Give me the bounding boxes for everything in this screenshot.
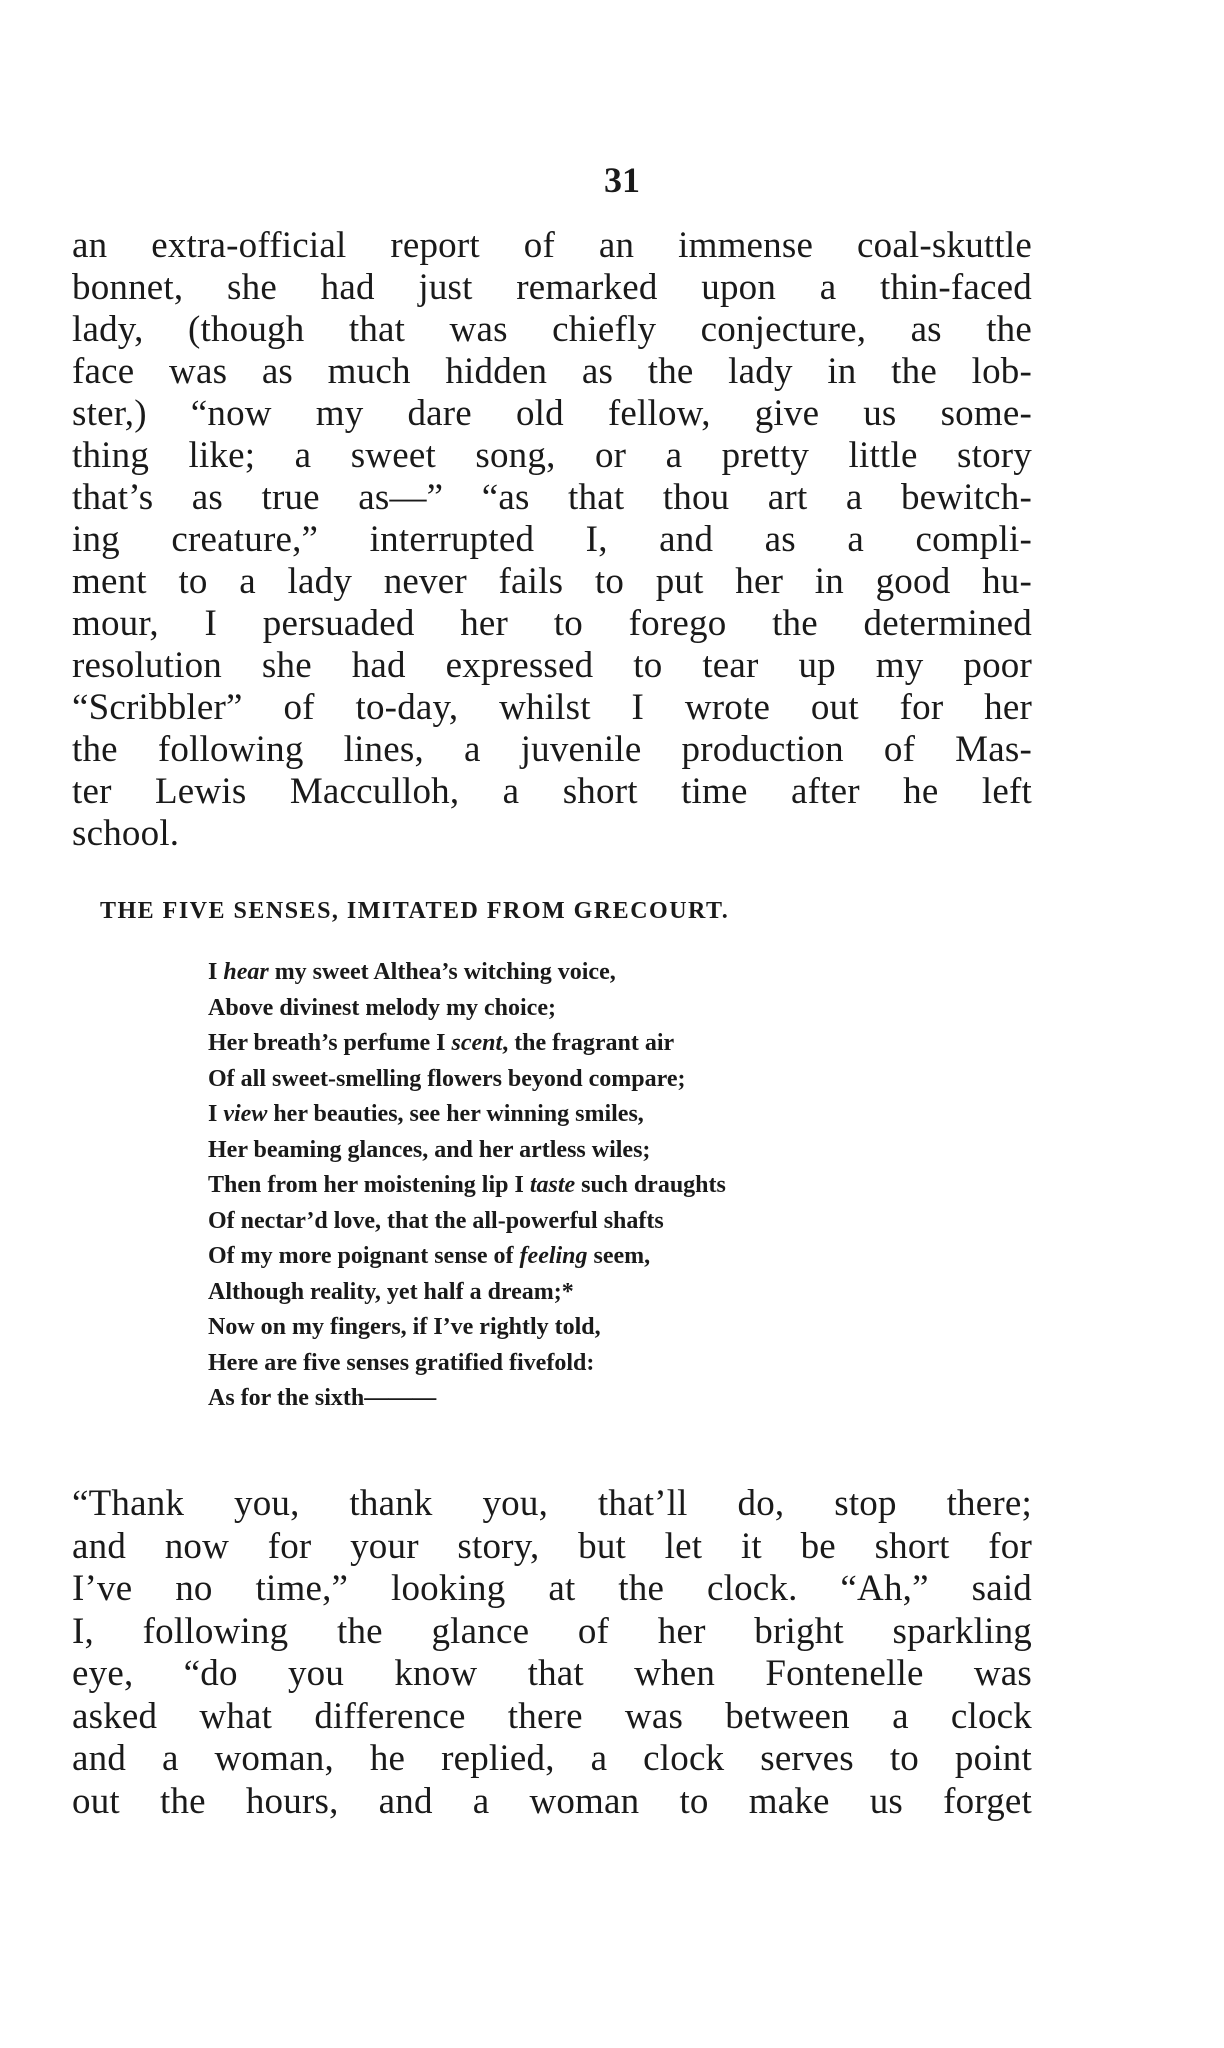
text-line: out the hours, and a woman to make us forget [72,1780,1032,1822]
text-line: ster,) “now my dare old fellow, give us some- [72,393,1032,434]
poem-line [208,1381,1008,1417]
text-line: ing creature,” interrupted I, and as a compli- [72,519,1032,560]
poem-line [208,1097,1008,1133]
poem-line-text: , the fragrant air [502,1030,675,1056]
page-number: 31 [604,160,640,200]
text-line: “Scribbler” of to-day, whilst I wrote out for her [72,687,1032,728]
poem-line [208,1275,1008,1311]
poem-line-text: Above divinest melody my choice; [208,994,556,1021]
text-line: and now for your story, but let it be short for [72,1525,1032,1567]
poem-line [208,1062,1008,1098]
poem-line [208,1239,1008,1275]
poem-line-text: Her beaming glances, and her artless wiles; [208,1136,651,1163]
poem-line [208,1168,1008,1204]
text-line: ter Lewis Macculloh, a short time after he left [72,771,1032,812]
sense-word: feeling [519,1243,588,1269]
poem-line [208,955,1008,991]
poem-line-text: Here are five senses gratified fivefold: [208,1349,595,1376]
sense-word: hear [223,959,269,985]
paragraph-opening [72,225,1032,855]
poem-line-text: Of nectar’d love, that the all-powerful shafts [208,1207,664,1234]
text-line: thing like; a sweet song, or a pretty little story [72,435,1032,476]
text-line: and a woman, he replied, a clock serves to point [72,1738,1032,1779]
text-line: asked what difference there was between a clock [72,1695,1032,1737]
text-line: resolution she had expressed to tear up my poor [72,645,1032,686]
poem-line-text: Of my more poignant sense of [208,1243,520,1269]
paragraph-dialogue [72,1483,1032,1823]
poem-line-text: her beauties, see her winning smiles, [267,1101,644,1127]
text-line: ment to a lady never fails to put her in good hu- [72,561,1032,602]
poem-line [208,1346,1008,1382]
poem-line-text: Of all sweet-smelling flowers beyond compare; [208,1065,686,1092]
sense-word: taste [529,1172,576,1198]
text-line: “Thank you, thank you, that’ll do, stop there; [72,1483,1032,1524]
poem-line-text: I [208,959,224,985]
sense-word: scent [451,1030,503,1056]
poem-line [208,1026,1008,1062]
poem-title: THE FIVE SENSES, IMITATED FROM GRECOURT. [100,898,730,924]
poem-line-text: I [208,1101,224,1127]
poem-line [208,1310,1008,1346]
text-line: I’ve no time,” looking at the clock. “Ah,” said [72,1568,1032,1609]
poem-line-text: Her breath’s perfume I [208,1030,452,1056]
sense-word: view [223,1101,268,1127]
text-line: face was as much hidden as the lady in the lob- [72,351,1032,392]
text-line: I, following the glance of her bright sparkling [72,1610,1032,1652]
text-line: mour, I persuaded her to forego the determined [72,603,1032,644]
text-line: an extra-official report of an immense coal-skuttle [72,225,1032,266]
text-line: lady, (though that was chiefly conjecture, as the [72,309,1032,350]
poem-line-text: seem, [587,1243,651,1269]
poem-line-text: As for the sixth——— [208,1385,437,1411]
poem-line [208,1133,1008,1169]
poem-verses [208,955,1008,1417]
text-line: bonnet, she had just remarked upon a thin-faced [72,267,1032,308]
poem-line-text: Although reality, yet half a dream;* [208,1278,574,1305]
text-line: school. [72,813,180,854]
poem-line [208,991,1008,1027]
poem-line-text: Now on my fingers, if I’ve rightly told, [208,1314,601,1340]
text-line: the following lines, a juvenile production of Mas- [72,729,1032,770]
text-line: eye, “do you know that when Fontenelle was [72,1653,1032,1694]
text-line: that’s as true as—” “as that thou art a bewitch- [72,477,1032,518]
poem-line [208,1204,1008,1240]
poem-line-text: such draughts [575,1172,726,1198]
poem-line-text: Then from her moistening lip I [208,1172,530,1198]
poem-line-text: my sweet Althea’s witching voice, [268,959,616,985]
